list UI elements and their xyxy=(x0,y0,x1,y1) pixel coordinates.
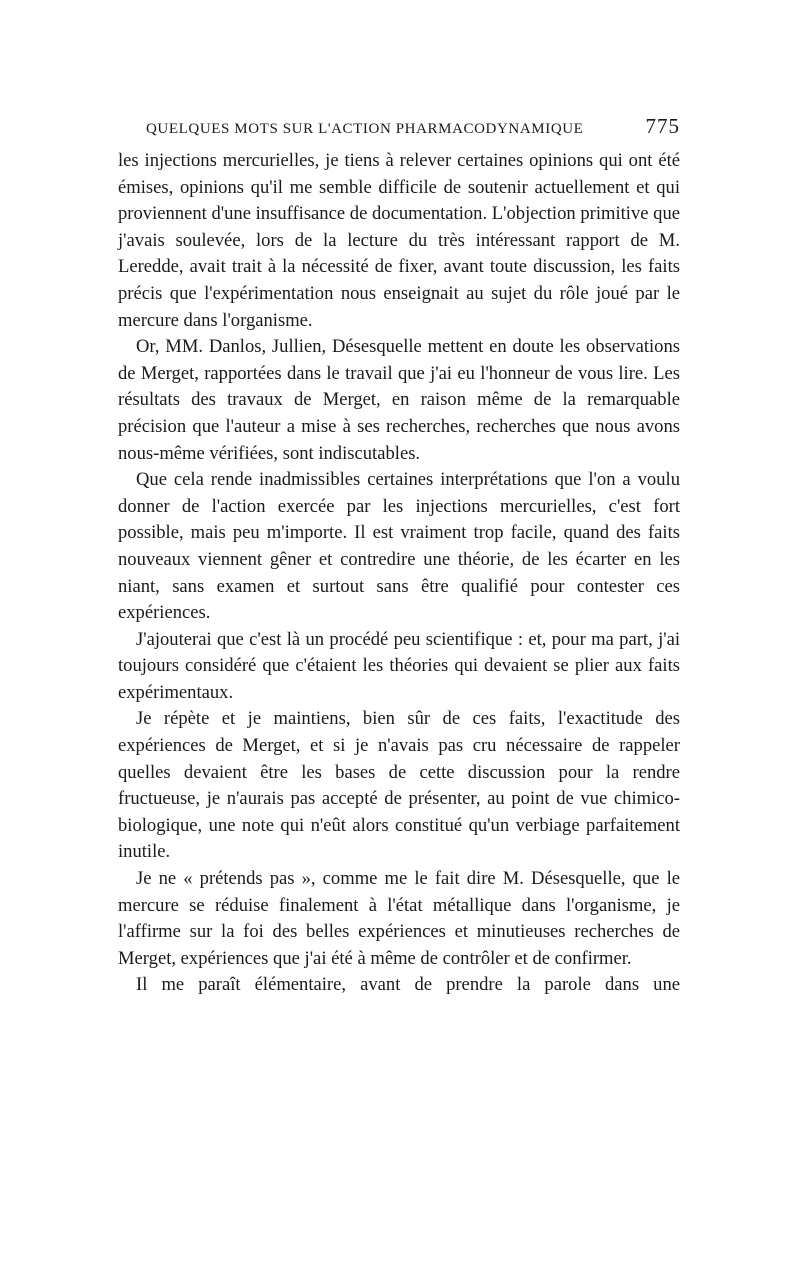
running-head xyxy=(118,114,680,142)
paragraph: Or, MM. Danlos, Jullien, Désesquelle mettent en doute les observations de Merget, rapportées dans le travail que j'ai eu l'honneur de vous lire. Les résultats des travaux de Merget, en raison même de la remarquable précision que l'auteur a mise à ses recherches, recherches que nous avons nous-même vérifiées, sont indiscutables. xyxy=(118,336,680,464)
paragraph: Je ne « prétends pas », comme me le fait dire M. Désesquelle, que le mercure se réduise finalement à l'état métallique dans l'organisme, je l'affirme sur la foi des belles expériences et minutieuses recherches de Merget, expériences que j'ai été à même de contrôler et de confirmer. xyxy=(118,868,680,969)
paragraph: J'ajouterai que c'est là un procédé peu scientifique : et, pour ma part, j'ai toujours considéré que c'étaient les théories qui devaient se plier aux faits expérimentaux. xyxy=(118,628,680,703)
paragraph-unfinished: Il me paraît élémentaire, avant de prendre la parole dans une xyxy=(136,974,680,996)
paragraph: Que cela rende inadmissibles certaines interprétations que l'on a voulu donner de l'action exercée par les injections mercurielles, c'est fort possible, mais peu m'importe. Il est vraiment trop facile, quand des faits nouveaux viennent gêner et contredire une théorie, de les écarter en les niant, sans examen et surtout sans être qualifié pour contester ces expériences. xyxy=(118,469,680,624)
paragraph-continuation: les injections mercurielles, je tiens à relever certaines opinions qui ont été émises, opinions qu'il me semble difficile de soutenir actuellement et qui proviennent d'une insuffisance de documentation. L'objection primitive que j'avais soulevée, lors de la lecture du très intéressant rapport de M. Leredde, avait trait à la nécessité de fixer, avant toute discussion, les faits précis que l'expérimentation nous enseignait au sujet du rôle joué par le mercure dans l'organisme. xyxy=(118,150,680,331)
page-number: 775 xyxy=(645,114,680,138)
running-title: QUELQUES MOTS SUR L'ACTION PHARMACODYNAMIQUE xyxy=(146,121,584,137)
book-page xyxy=(118,114,680,999)
paragraph: Je répète et je maintiens, bien sûr de ces faits, l'exactitude des expériences de Merget, et si je n'avais pas cru nécessaire de rappeler quelles devaient être les bases de cette discussion pour la rendre fructueuse, je n'aurais pas accepté de présenter, au point de vue chimico-biologique, une note qui n'eût alors constitué qu'un verbiage parfaitement inutile. xyxy=(118,708,680,863)
body-text xyxy=(118,148,680,999)
